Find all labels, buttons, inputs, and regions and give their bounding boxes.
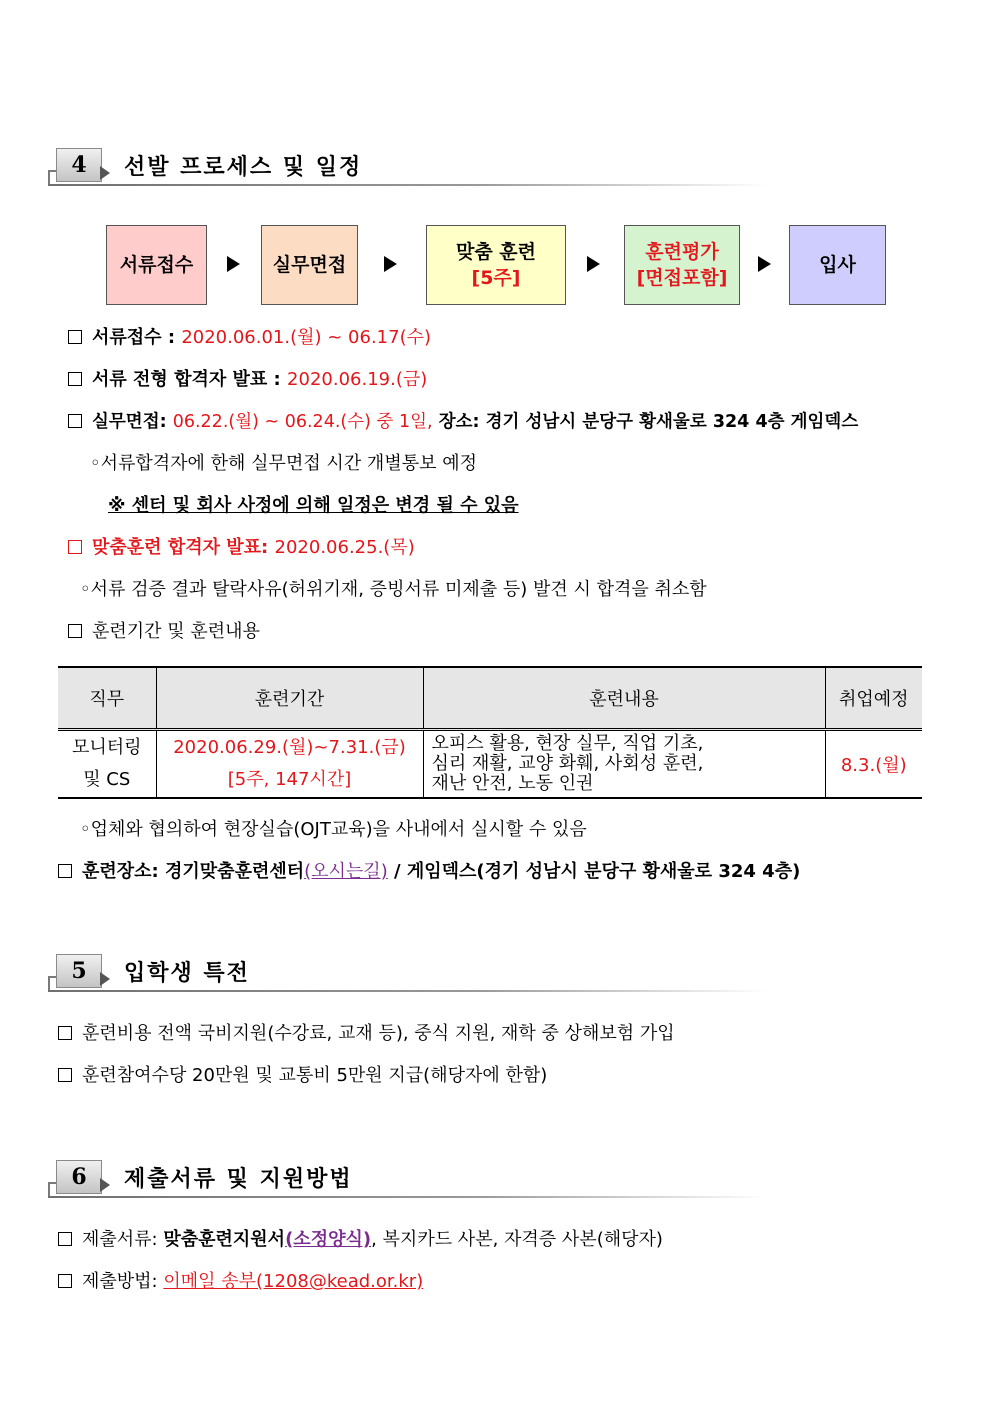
schedule-line-3 [68,410,858,434]
line-label: 훈련기간 및 훈련내용 [92,621,260,642]
section-6-header [48,1160,768,1200]
cell-employ: 8.3.(월) [825,730,922,799]
method-label: 제출방법: [82,1271,158,1292]
line-label: 실무면접: [92,412,167,432]
cell-content [423,730,825,799]
schedule-line-2 [68,368,427,392]
arrow-right-icon [227,256,240,272]
section-4-header [48,148,768,188]
checkbox-icon [58,1274,72,1288]
benefit-text: 훈련비용 전액 국비지원(수강료, 교재 등), 중식 지원, 재학 중 상해보험 가입 [82,1023,675,1044]
schedule-line-6 [68,536,415,560]
method-line [58,1270,423,1294]
line-value: 06.22.(월) ~ 06.24.(수) 중 1일, [172,412,433,432]
process-step-2 [261,225,358,305]
process-step-1 [106,225,207,305]
benefit-line-1 [58,1022,675,1046]
process-step-label: 입사 [819,254,856,276]
header-corner [48,976,56,990]
job-line: 및 CS [83,769,131,790]
process-step-sub: [5주] [471,267,521,289]
table-header: 직무 [58,667,156,730]
table-header-row [58,667,922,730]
checkbox-icon [68,372,82,386]
section-number: 6 [56,1160,102,1194]
period-line: [5주, 147시간] [227,769,352,790]
cell-period [156,730,423,799]
line-value: 2020.06.19.(금) [287,369,428,390]
header-corner [48,1182,56,1196]
documents-rest: , 복지카드 사본, 자격증 사본(해당자) [371,1229,663,1250]
checkbox-icon [68,624,82,638]
process-step-label: 훈련평가 [645,241,719,263]
process-step-3 [426,225,566,305]
checkbox-icon [58,864,72,878]
application-form-text: 맞춤훈련지원서 [163,1229,286,1250]
process-step-label: 맞춤 훈련 [455,241,537,263]
line-place: 장소: 경기 성남시 분당구 황새울로 324 4층 게임덱스 [438,412,859,432]
triangle-marker-icon [100,166,110,180]
process-step-sub: [면접포함] [636,267,728,289]
arrow-right-icon [384,256,397,272]
email-link[interactable]: 이메일 송부(1208@kead.or.kr) [163,1271,424,1292]
line-value: 2020.06.01.(월) ~ 06.17(수) [181,327,432,348]
section-5-header [48,954,768,994]
process-step-label: 실무면접 [272,254,347,276]
content-line: 재난 안전, 노동 인권 [431,773,594,794]
section-number: 4 [56,148,102,182]
content-line: 오피스 활용, 현장 실무, 직업 기초, [431,733,704,754]
directions-link[interactable]: (오시는길) [304,861,388,882]
schedule-line-1 [68,326,431,350]
cell-job [58,730,156,799]
schedule-warning: ※ 센터 및 회사 사정에 의해 일정은 변경 될 수 있음 [108,495,519,516]
place-rest: / 게임덱스(경기 성남시 분당구 황새울로 324 4층) [387,861,801,882]
table-header: 훈련내용 [423,667,825,730]
checkbox-icon [58,1026,72,1040]
place-label: 훈련장소: 경기맞춤훈련센터 [82,861,305,882]
section-number: 5 [56,954,102,988]
header-corner [48,170,56,184]
benefit-line-2 [58,1064,547,1088]
job-line: 모니터링 [71,737,142,758]
process-step-label: 서류접수 [119,254,194,276]
schedule-line-8 [68,620,260,644]
training-table [58,666,922,799]
header-underline [48,990,768,992]
table-row [58,730,922,799]
section-title: 입학생 특전 [124,960,250,986]
schedule-note-1: ◦서류합격자에 한해 실무면접 시간 개별통보 예정 [90,453,477,474]
arrow-right-icon [587,256,600,272]
period-line: 2020.06.29.(월)~7.31.(금) [173,737,406,758]
checkbox-icon [68,540,82,554]
table-header: 훈련기간 [156,667,423,730]
table-header: 취업예정 [825,667,922,730]
arrow-right-icon [758,256,771,272]
process-step-4 [624,225,740,305]
documents-label: 제출서류: [82,1229,158,1250]
checkbox-icon [58,1232,72,1246]
line-label: 서류 전형 합격자 발표 : [92,369,281,390]
section-title: 제출서류 및 지원방법 [124,1166,353,1192]
schedule-note-2: ◦서류 검증 결과 탈락사유(허위기재, 증빙서류 미제출 등) 발견 시 합격을 취소함 [80,579,707,600]
line-label: 맞춤훈련 합격자 발표: [92,537,269,558]
checkbox-icon [58,1068,72,1082]
line-value: 2020.06.25.(목) [274,537,415,558]
triangle-marker-icon [100,1178,110,1192]
training-place-line [58,860,800,884]
line-label: 서류접수 : [92,327,176,348]
header-underline [48,184,768,186]
form-link[interactable]: (소정양식) [285,1229,372,1250]
section-title: 선발 프로세스 및 일정 [124,154,363,180]
header-underline [48,1196,768,1198]
triangle-marker-icon [100,972,110,986]
documents-line [58,1228,663,1252]
content-line: 심리 재활, 교양 화훼, 사회성 훈련, [431,753,704,774]
benefit-text: 훈련참여수당 20만원 및 교통비 5만원 지급(해당자에 한함) [82,1065,548,1086]
checkbox-icon [68,414,82,428]
process-step-5 [789,225,886,305]
ojt-note: ◦업체와 협의하여 현장실습(OJT교육)을 사내에서 실시할 수 있음 [80,819,587,840]
checkbox-icon [68,330,82,344]
